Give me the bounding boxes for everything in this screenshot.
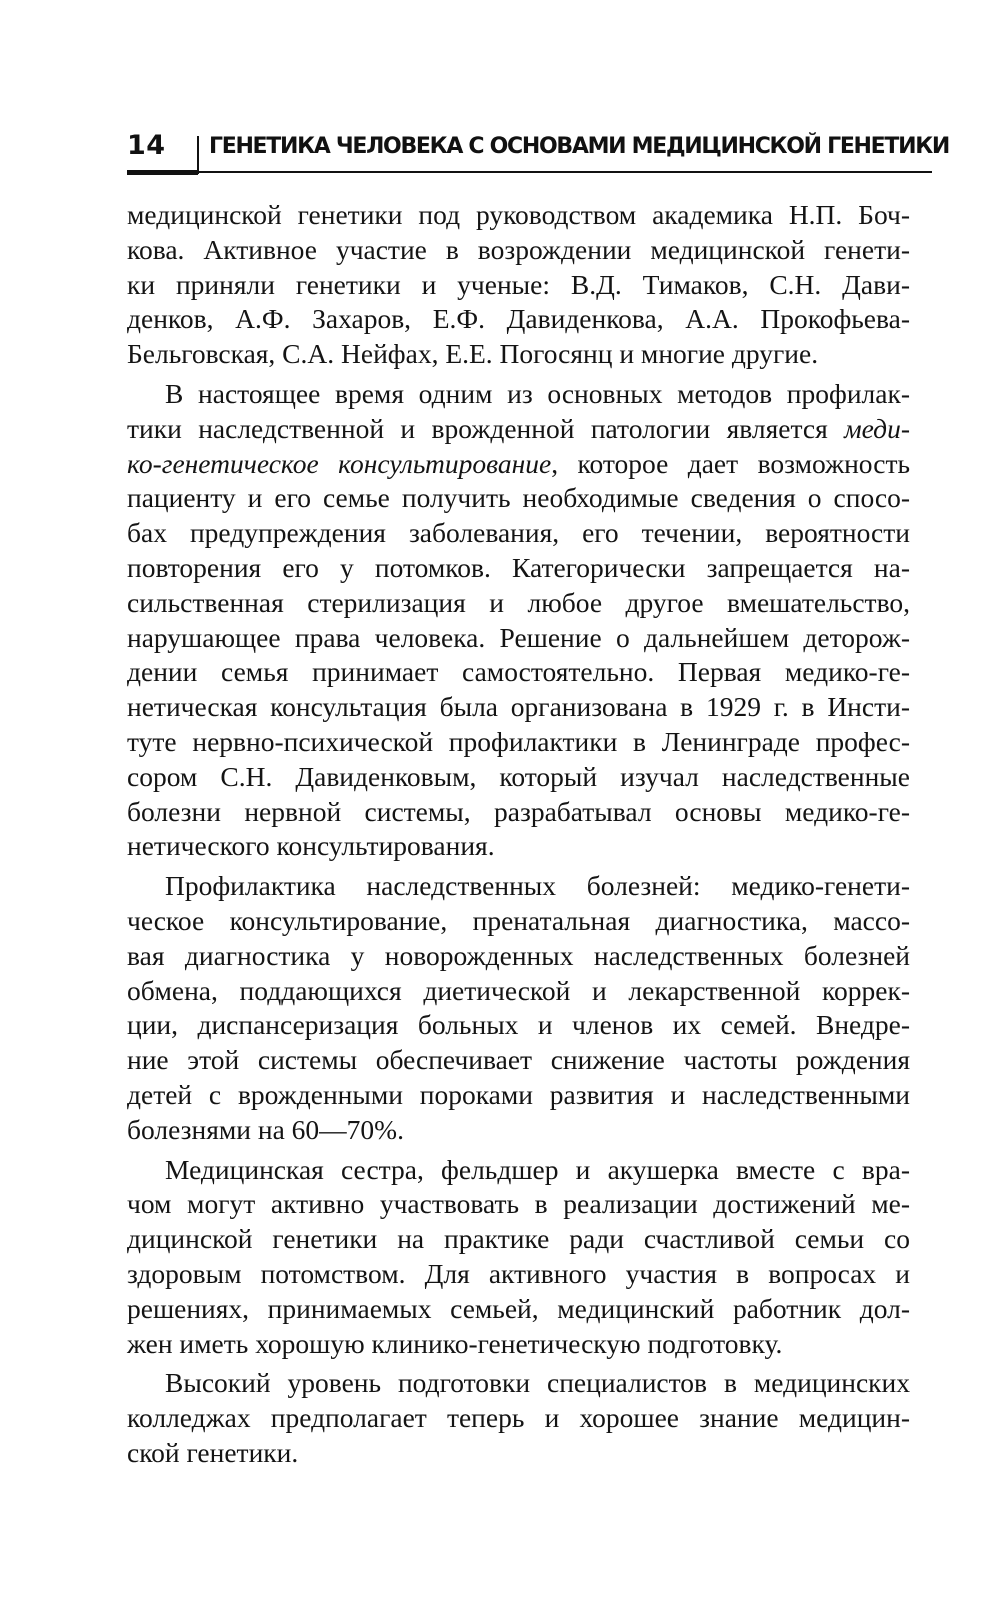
text-line: повторения его у потомков. Категорически запрещается на- <box>127 551 910 583</box>
text-line: дицинской генетики на практике ради счастливой семьи со <box>127 1223 910 1255</box>
text-run: тики наследственной и врожденной патологии является <box>127 412 845 444</box>
text-line: жен иметь хорошую клинико-генетическую подготовку. <box>127 1327 783 1359</box>
header-rule <box>198 171 932 173</box>
text-line: болезнями на 60—70%. <box>127 1113 404 1145</box>
emphasis-text: меди- <box>844 412 910 444</box>
text-line: Профилактика наследственных болезней: медико-генети- <box>165 870 910 902</box>
text-line: вая диагностика у новорожденных наследственных болезней <box>127 939 910 971</box>
text-line: ской генетики. <box>127 1436 299 1468</box>
text-line: ческое консультирование, пренатальная диагностика, массо- <box>127 904 910 936</box>
header-divider <box>197 136 199 174</box>
text-run: , которое дает возможность <box>551 447 910 479</box>
text-line: детей с врожденными пороками развития и наследственными <box>127 1078 910 1110</box>
text-line: В настоящее время одним из основных методов профилак- <box>165 377 910 409</box>
running-head <box>127 128 950 178</box>
text-line: нарушающее права человека. Решение о дальнейшем деторож- <box>127 621 910 653</box>
text-line: ки приняли генетики и ученые: В.Д. Тимаков, С.Н. Дави- <box>127 268 910 300</box>
text-line: медицинской генетики под руководством академика Н.П. Боч- <box>127 199 910 230</box>
text-line: сильственная стерилизация и любое другое вмешательство, <box>127 586 910 618</box>
paragraph-4 <box>127 1153 910 1362</box>
text-line: сором С.Н. Давиденковым, который изучал наследственные <box>127 760 910 792</box>
text-line: бах предупреждения заболевания, его течении, вероятности <box>127 517 910 549</box>
body-text <box>127 198 910 1476</box>
text-line: денков, А.Ф. Захаров, Е.Ф. Давиденкова, А.А. Прокофьева- <box>127 303 910 335</box>
text-line: колледжах предполагает теперь и хорошее знание медицин- <box>127 1402 910 1434</box>
running-title: ГЕНЕТИКА ЧЕЛОВЕКА С ОСНОВАМИ МЕДИЦИНСКОЙ ГЕНЕТИКИ <box>209 134 950 159</box>
text-line <box>127 447 910 482</box>
header-rule-thick <box>127 170 198 175</box>
page-number: 14 <box>127 130 166 161</box>
text-line: туте нервно-психической профилактики в Ленинграде профес- <box>127 725 910 757</box>
text-line: ции, диспансеризация больных и членов их семей. Внедре- <box>127 1009 910 1041</box>
emphasis-text: ко-генетическое консультирование <box>127 447 552 479</box>
text-line: чом могут активно участвовать в реализации достижений ме- <box>127 1188 910 1220</box>
paragraph-2 <box>127 377 910 864</box>
paragraph-5 <box>127 1366 910 1470</box>
text-line: болезни нервной системы, разрабатывал основы медико-ге- <box>127 795 910 827</box>
text-line: дении семья принимает самостоятельно. Первая медико-ге- <box>127 656 910 688</box>
text-line: решениях, принимаемых семьей, медицинский работник дол- <box>127 1292 910 1324</box>
text-line: пациенту и его семье получить необходимые сведения о спосо- <box>127 482 910 514</box>
paragraph-3 <box>127 869 910 1147</box>
text-line: Бельговская, С.А. Нейфах, Е.Е. Погосянц и многие другие. <box>127 338 819 370</box>
text-line: нетическая консультация была организована в 1929 г. в Инсти- <box>127 691 910 723</box>
paragraph-1 <box>127 198 910 372</box>
text-line: кова. Активное участие в возрождении медицинской генети- <box>127 233 910 265</box>
text-line: здоровым потомством. Для активного участия в вопросах и <box>127 1257 910 1289</box>
text-line <box>127 412 910 447</box>
text-line: нетического консультирования. <box>127 830 495 862</box>
text-line: Медицинская сестра, фельдшер и акушерка вместе с вра- <box>165 1153 910 1185</box>
text-line: обмена, поддающихся диетической и лекарственной коррек- <box>127 974 910 1006</box>
text-line: ние этой системы обеспечивает снижение частоты рождения <box>127 1044 910 1076</box>
text-line: Высокий уровень подготовки специалистов в медицинских <box>165 1367 910 1399</box>
